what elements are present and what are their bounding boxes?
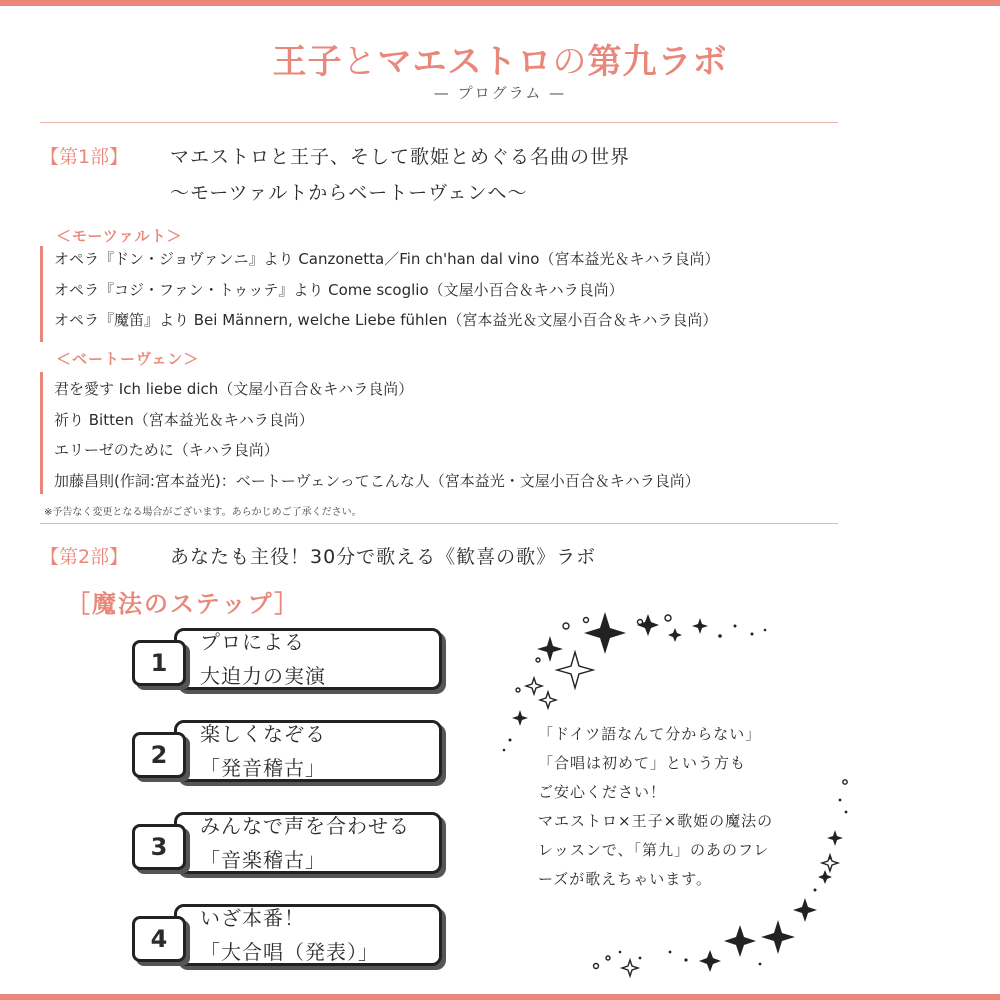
divider (40, 523, 838, 524)
beethoven-heading: ＜ベートーヴェン＞ (56, 350, 200, 368)
message-line: ーズが歌えちゃいます。 (538, 870, 713, 888)
beethoven-bar (40, 372, 43, 494)
bottom-accent-bar (0, 994, 1000, 1000)
message-line: マエストロ×王子×歌姫の魔法の (538, 812, 774, 830)
step-3 (130, 810, 446, 878)
part2-label: 【第2部】 (40, 546, 129, 568)
step-1 (130, 626, 446, 694)
step-text: 「大合唱（発表）」 (200, 940, 379, 964)
message-line: レッスンで、「第九」のあのフレ (538, 841, 770, 859)
step-text: 「発音稽古」 (200, 756, 326, 780)
change-notice: ※予告なく変更となる場合がございます。あらかじめご了承ください。 (44, 507, 362, 518)
song-item: 加藤昌則(作詞:宮本益光)：ベートーヴェンってこんな人（宮本益光・文屋小百合＆キハラ良尚） (54, 472, 700, 490)
step-number: 4 (132, 916, 186, 962)
song-item: オペラ『ドン・ジョヴァンニ』より Canzonetta／Fin ch'han dal vino（宮本益光＆キハラ良尚） (54, 250, 720, 268)
step-text: 大迫力の実演 (200, 664, 326, 688)
step-text: 楽しくなぞる (200, 722, 326, 746)
step-number: 3 (132, 824, 186, 870)
page-title: 王子とマエストロの第九ラボ (272, 42, 728, 82)
part1-title: マエストロと王子、そして歌姫とめぐる名曲の世界 (170, 146, 631, 168)
mozart-bar (40, 246, 43, 342)
top-accent-bar (0, 0, 1000, 6)
song-item: オペラ『魔笛』より Bei Männern, welche Liebe fühlen（宮本益光＆文屋小百合＆キハラ良尚） (54, 311, 718, 329)
step-number: 2 (132, 732, 186, 778)
song-item: オペラ『コジ・ファン・トゥッテ』より Come scoglio（文屋小百合＆キハラ良尚） (54, 281, 624, 299)
step-text: いざ本番！ (200, 906, 305, 930)
part1-label: 【第1部】 (40, 146, 129, 168)
song-item: 君を愛す Ich liebe dich（文屋小百合＆キハラ良尚） (54, 380, 414, 398)
message-line: 「ドイツ語なんて分からない」 (538, 725, 762, 743)
step-text: プロによる (200, 630, 305, 654)
song-item: エリーゼのために（キハラ良尚） (54, 441, 279, 459)
magic-steps-heading: ［魔法のステップ］ (66, 590, 301, 618)
step-4 (130, 902, 446, 970)
mozart-heading: ＜モーツァルト＞ (56, 227, 183, 245)
step-text: 「音楽稽古」 (200, 848, 326, 872)
message-line: 「合唱は初めて」という方も (538, 754, 747, 772)
message-line: ご安心ください！ (538, 783, 667, 801)
part2-title: あなたも主役！30分で歌える《歓喜の歌》ラボ (170, 546, 597, 568)
divider (40, 122, 838, 123)
part1-subtitle: ～モーツァルトからベートーヴェンへ～ (170, 182, 528, 204)
step-text: みんなで声を合わせる (200, 814, 410, 838)
page-subtitle: — プログラム — (433, 84, 567, 102)
message-text (538, 720, 773, 894)
step-number: 1 (132, 640, 186, 686)
song-item: 祈り Bitten（宮本益光＆キハラ良尚） (54, 411, 314, 429)
step-2 (130, 718, 446, 786)
